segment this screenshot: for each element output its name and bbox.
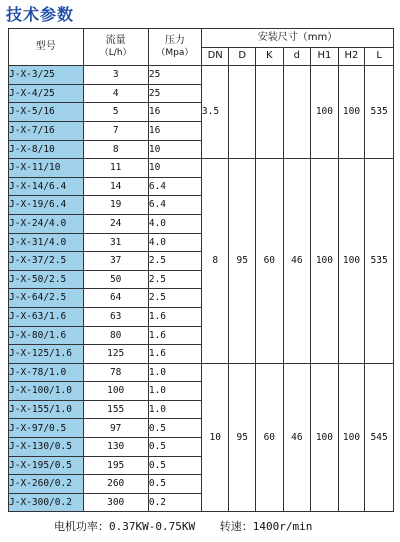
pressure-cell: 6.4 — [148, 177, 201, 196]
group-k-cell — [256, 66, 284, 159]
group-d-upper-cell: 95 — [229, 159, 256, 364]
pressure-cell: 1.6 — [148, 307, 201, 326]
header-pressure — [148, 29, 201, 66]
header-k: K — [256, 47, 284, 66]
model-cell: J-X-5/16 — [9, 103, 84, 122]
pressure-cell: 10 — [148, 140, 201, 159]
group-h1-cell: 100 — [311, 363, 339, 512]
pressure-cell: 2.5 — [148, 252, 201, 271]
flow-cell: 155 — [83, 400, 148, 419]
model-cell: J-X-155/1.0 — [9, 400, 84, 419]
flow-cell: 31 — [83, 233, 148, 252]
pressure-cell: 1.6 — [148, 326, 201, 345]
pressure-cell: 2.5 — [148, 270, 201, 289]
model-cell: J-X-14/6.4 — [9, 177, 84, 196]
model-cell: J-X-7/16 — [9, 121, 84, 140]
header-pressure-unit: （Mpa） — [156, 48, 194, 59]
flow-cell: 11 — [83, 159, 148, 178]
group-k-cell: 60 — [256, 363, 284, 512]
flow-cell: 260 — [83, 475, 148, 494]
page-title: 技术参数 — [6, 5, 75, 24]
pressure-cell: 0.5 — [148, 475, 201, 494]
header-pressure-label: 压力 — [164, 35, 185, 47]
model-cell: J-X-130/0.5 — [9, 438, 84, 457]
flow-cell: 78 — [83, 363, 148, 382]
group-h1-cell: 100 — [311, 159, 339, 364]
flow-cell: 24 — [83, 214, 148, 233]
pressure-cell: 0.5 — [148, 456, 201, 475]
model-cell: J-X-50/2.5 — [9, 270, 84, 289]
header-d-lower: d — [283, 47, 311, 66]
group-h1-cell: 100 — [311, 66, 339, 159]
group-h2-cell: 100 — [338, 159, 365, 364]
group-l-cell: 535 — [365, 159, 394, 364]
pressure-cell: 1.0 — [148, 382, 201, 401]
group-h2-cell: 100 — [338, 363, 365, 512]
pressure-cell: 1.0 — [148, 400, 201, 419]
flow-cell: 64 — [83, 289, 148, 308]
flow-cell: 63 — [83, 307, 148, 326]
pressure-cell: 10 — [148, 159, 201, 178]
model-cell: J-X-19/6.4 — [9, 196, 84, 215]
pressure-cell: 1.6 — [148, 345, 201, 364]
flow-cell: 19 — [83, 196, 148, 215]
pressure-cell: 4.0 — [148, 214, 201, 233]
motor-power: 电机功率：0.37KW-0.75KW — [54, 520, 196, 533]
header-flow-label: 流量 — [105, 35, 126, 47]
model-cell: J-X-100/1.0 — [9, 382, 84, 401]
flow-cell: 125 — [83, 345, 148, 364]
model-cell: J-X-37/2.5 — [9, 252, 84, 271]
group-d-lower-cell — [283, 66, 311, 159]
table-row — [9, 363, 394, 382]
flow-cell: 100 — [83, 382, 148, 401]
flow-cell: 50 — [83, 270, 148, 289]
pressure-cell: 0.5 — [148, 438, 201, 457]
header-flow-unit: （L/h） — [99, 48, 132, 59]
group-l-cell: 545 — [365, 363, 394, 512]
header-d-upper: D — [229, 47, 256, 66]
header-dn: DN — [201, 47, 229, 66]
model-cell: J-X-63/1.6 — [9, 307, 84, 326]
model-cell: J-X-125/1.6 — [9, 345, 84, 364]
table-row — [9, 159, 394, 178]
model-cell: J-X-8/10 — [9, 140, 84, 159]
flow-cell: 4 — [83, 84, 148, 103]
pressure-cell: 16 — [148, 103, 201, 122]
group-dn-cell: 8 — [201, 159, 229, 364]
pressure-cell: 0.5 — [148, 419, 201, 438]
pressure-cell: 2.5 — [148, 289, 201, 308]
pressure-cell: 25 — [148, 66, 201, 85]
model-cell: J-X-260/0.2 — [9, 475, 84, 494]
flow-cell: 130 — [83, 438, 148, 457]
model-cell: J-X-300/0.2 — [9, 493, 84, 512]
table-row — [9, 66, 394, 85]
group-d-upper-cell: 95 — [229, 363, 256, 512]
spec-table — [8, 28, 394, 512]
header-install: 安装尺寸（mm） — [201, 29, 393, 48]
pressure-cell: 25 — [148, 84, 201, 103]
header-l: L — [365, 47, 394, 66]
pressure-cell: 4.0 — [148, 233, 201, 252]
flow-cell: 8 — [83, 140, 148, 159]
flow-cell: 3 — [83, 66, 148, 85]
model-cell: J-X-11/10 — [9, 159, 84, 178]
flow-cell: 80 — [83, 326, 148, 345]
header-model: 型号 — [9, 29, 84, 66]
model-cell: J-X-97/0.5 — [9, 419, 84, 438]
flow-cell: 37 — [83, 252, 148, 271]
model-cell: J-X-78/1.0 — [9, 363, 84, 382]
pressure-cell: 16 — [148, 121, 201, 140]
group-k-cell: 60 — [256, 159, 284, 364]
group-d-lower-cell: 46 — [283, 159, 311, 364]
footer — [54, 518, 316, 534]
model-cell: J-X-24/4.0 — [9, 214, 84, 233]
group-h2-cell: 100 — [338, 66, 365, 159]
group-dn-cell: 10 — [201, 363, 229, 512]
header-flow — [83, 29, 148, 66]
header-h2: H2 — [338, 47, 365, 66]
flow-cell: 7 — [83, 121, 148, 140]
model-cell: J-X-31/4.0 — [9, 233, 84, 252]
pressure-cell: 0.2 — [148, 493, 201, 512]
model-cell: J-X-80/1.6 — [9, 326, 84, 345]
model-cell: J-X-195/0.5 — [9, 456, 84, 475]
pressure-cell: 6.4 — [148, 196, 201, 215]
group-d-lower-cell: 46 — [283, 363, 311, 512]
group-l-cell: 535 — [365, 66, 394, 159]
group-d-upper-cell — [229, 66, 256, 159]
group-dn-cell: 3.5 — [201, 66, 229, 159]
pressure-cell: 1.0 — [148, 363, 201, 382]
flow-cell: 5 — [83, 103, 148, 122]
flow-cell: 300 — [83, 493, 148, 512]
rotation-speed: 转速：1400r/min — [219, 520, 313, 533]
model-cell: J-X-3/25 — [9, 66, 84, 85]
header-h1: H1 — [311, 47, 339, 66]
model-cell: J-X-64/2.5 — [9, 289, 84, 308]
flow-cell: 195 — [83, 456, 148, 475]
flow-cell: 97 — [83, 419, 148, 438]
flow-cell: 14 — [83, 177, 148, 196]
model-cell: J-X-4/25 — [9, 84, 84, 103]
